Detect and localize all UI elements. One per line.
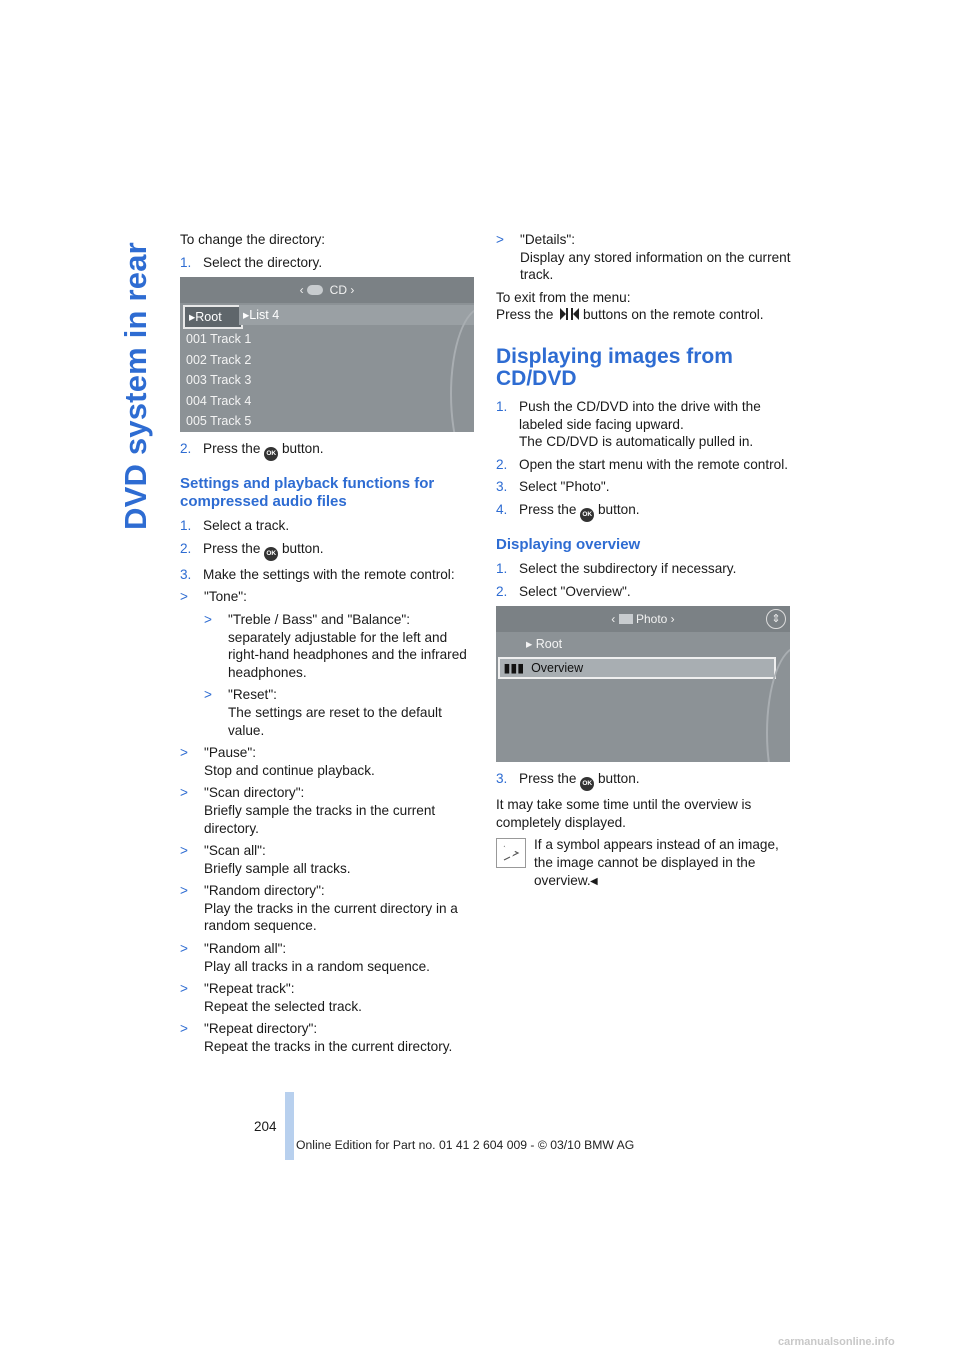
step: 3. Make the settings with the remote control: [180, 566, 455, 582]
bullet-item: > "Scan directory": Briefly sample the tracks in the current directory. [180, 785, 436, 836]
step: 3. Press the OK button. [496, 770, 796, 791]
bullet-item: > "Repeat directory": Repeat the tracks in the current directory. [180, 1021, 453, 1055]
track-row[interactable]: 002 Track 2 [186, 353, 252, 368]
sub-bullet-item: > "Treble / Bass" and "Balance": separately adjustable for the left and right-hand headphones and the infrared headphones. [204, 611, 467, 680]
paragraph: It may take some time until the overview is completely displayed. [496, 797, 752, 830]
step: 1. Select a track. [180, 518, 290, 534]
step: 2. Open the start menu with the remote control. [496, 456, 788, 472]
bullet-item: > "Tone": [180, 589, 247, 605]
directory-screen [180, 277, 474, 432]
track-row[interactable]: 004 Track 4 [186, 394, 252, 409]
bullet-item: > "Random all": Play all tracks in a random sequence. [180, 941, 430, 974]
step: 1. Select the directory. [180, 254, 323, 270]
exit-instruction: Press the buttons on the remote control. [496, 307, 764, 323]
side-title: DVD system in rear [118, 242, 153, 530]
menu-icon[interactable]: ⇕ [766, 609, 786, 629]
track-row[interactable]: 003 Track 3 [186, 373, 252, 388]
tab-root[interactable]: ▸Root [183, 305, 243, 329]
page-number: 204 [254, 1119, 277, 1134]
sub-bullet-item: > "Reset": The settings are reset to the default value. [204, 687, 442, 738]
photo-root-row[interactable]: ▸ Root [526, 637, 563, 652]
step: 1. Push the CD/DVD into the drive with the labeled side facing upward. The CD/DVD is automatically pulled in. [496, 398, 761, 450]
step: 2. Select "Overview". [496, 583, 631, 599]
right-column [496, 231, 796, 889]
ok-icon: OK [264, 547, 278, 561]
footer-bar [285, 1092, 294, 1160]
bullet-item: > "Details": Display any stored information on the current track. [496, 232, 791, 283]
step: 4. Press the OK button. [496, 501, 796, 522]
bullet-item: > "Random directory": Play the tracks in the current directory in a random sequence. [180, 883, 458, 934]
step: 3. Select "Photo". [496, 479, 610, 495]
intro-text: To change the directory: [180, 232, 326, 247]
ok-icon: OK [580, 777, 594, 791]
exit-text: To exit from the menu: [496, 289, 631, 305]
photo-screen [496, 606, 790, 762]
bullet-item: > "Pause": Stop and continue playback. [180, 745, 375, 778]
screen-header: ‹ CD › [180, 277, 474, 303]
tab-list4[interactable]: ▸List 4 [239, 305, 474, 325]
ok-icon: OK [264, 447, 278, 461]
footer-text: Online Edition for Part no. 01 41 2 604 009 - © 03/10 BMW AG [296, 1138, 635, 1152]
section-heading: Settings and playback functions for compressed audio files [180, 475, 435, 511]
left-column [180, 231, 475, 1061]
bullet-item: > "Repeat track": Repeat the selected track. [180, 981, 362, 1014]
step: 1. Select the subdirectory if necessary. [496, 560, 737, 576]
prev-next-icon [557, 307, 579, 321]
track-row[interactable]: 001 Track 1 [186, 332, 252, 347]
step: 2. Press the OK button. [180, 540, 475, 561]
overview-row[interactable]: ▮▮▮ Overview [498, 657, 776, 679]
section-heading: Displaying images from CD/DVD [496, 344, 733, 390]
note: If a symbol appears instead of an image, the image cannot be displayed in the overview.◂ [496, 836, 796, 889]
screen-curve [450, 307, 474, 432]
subsection-heading: Displaying overview [496, 535, 641, 553]
step: 2. Press the OK button. [180, 440, 475, 461]
site-watermark: carmanualsonline.info [778, 1336, 895, 1348]
ok-icon: OK [580, 508, 594, 522]
bullet-item: > "Scan all": Briefly sample all tracks. [180, 843, 351, 876]
track-row[interactable]: 005 Track 5 [186, 414, 252, 429]
screen-header: ‹ Photo › [496, 606, 790, 632]
note-icon [496, 838, 526, 868]
